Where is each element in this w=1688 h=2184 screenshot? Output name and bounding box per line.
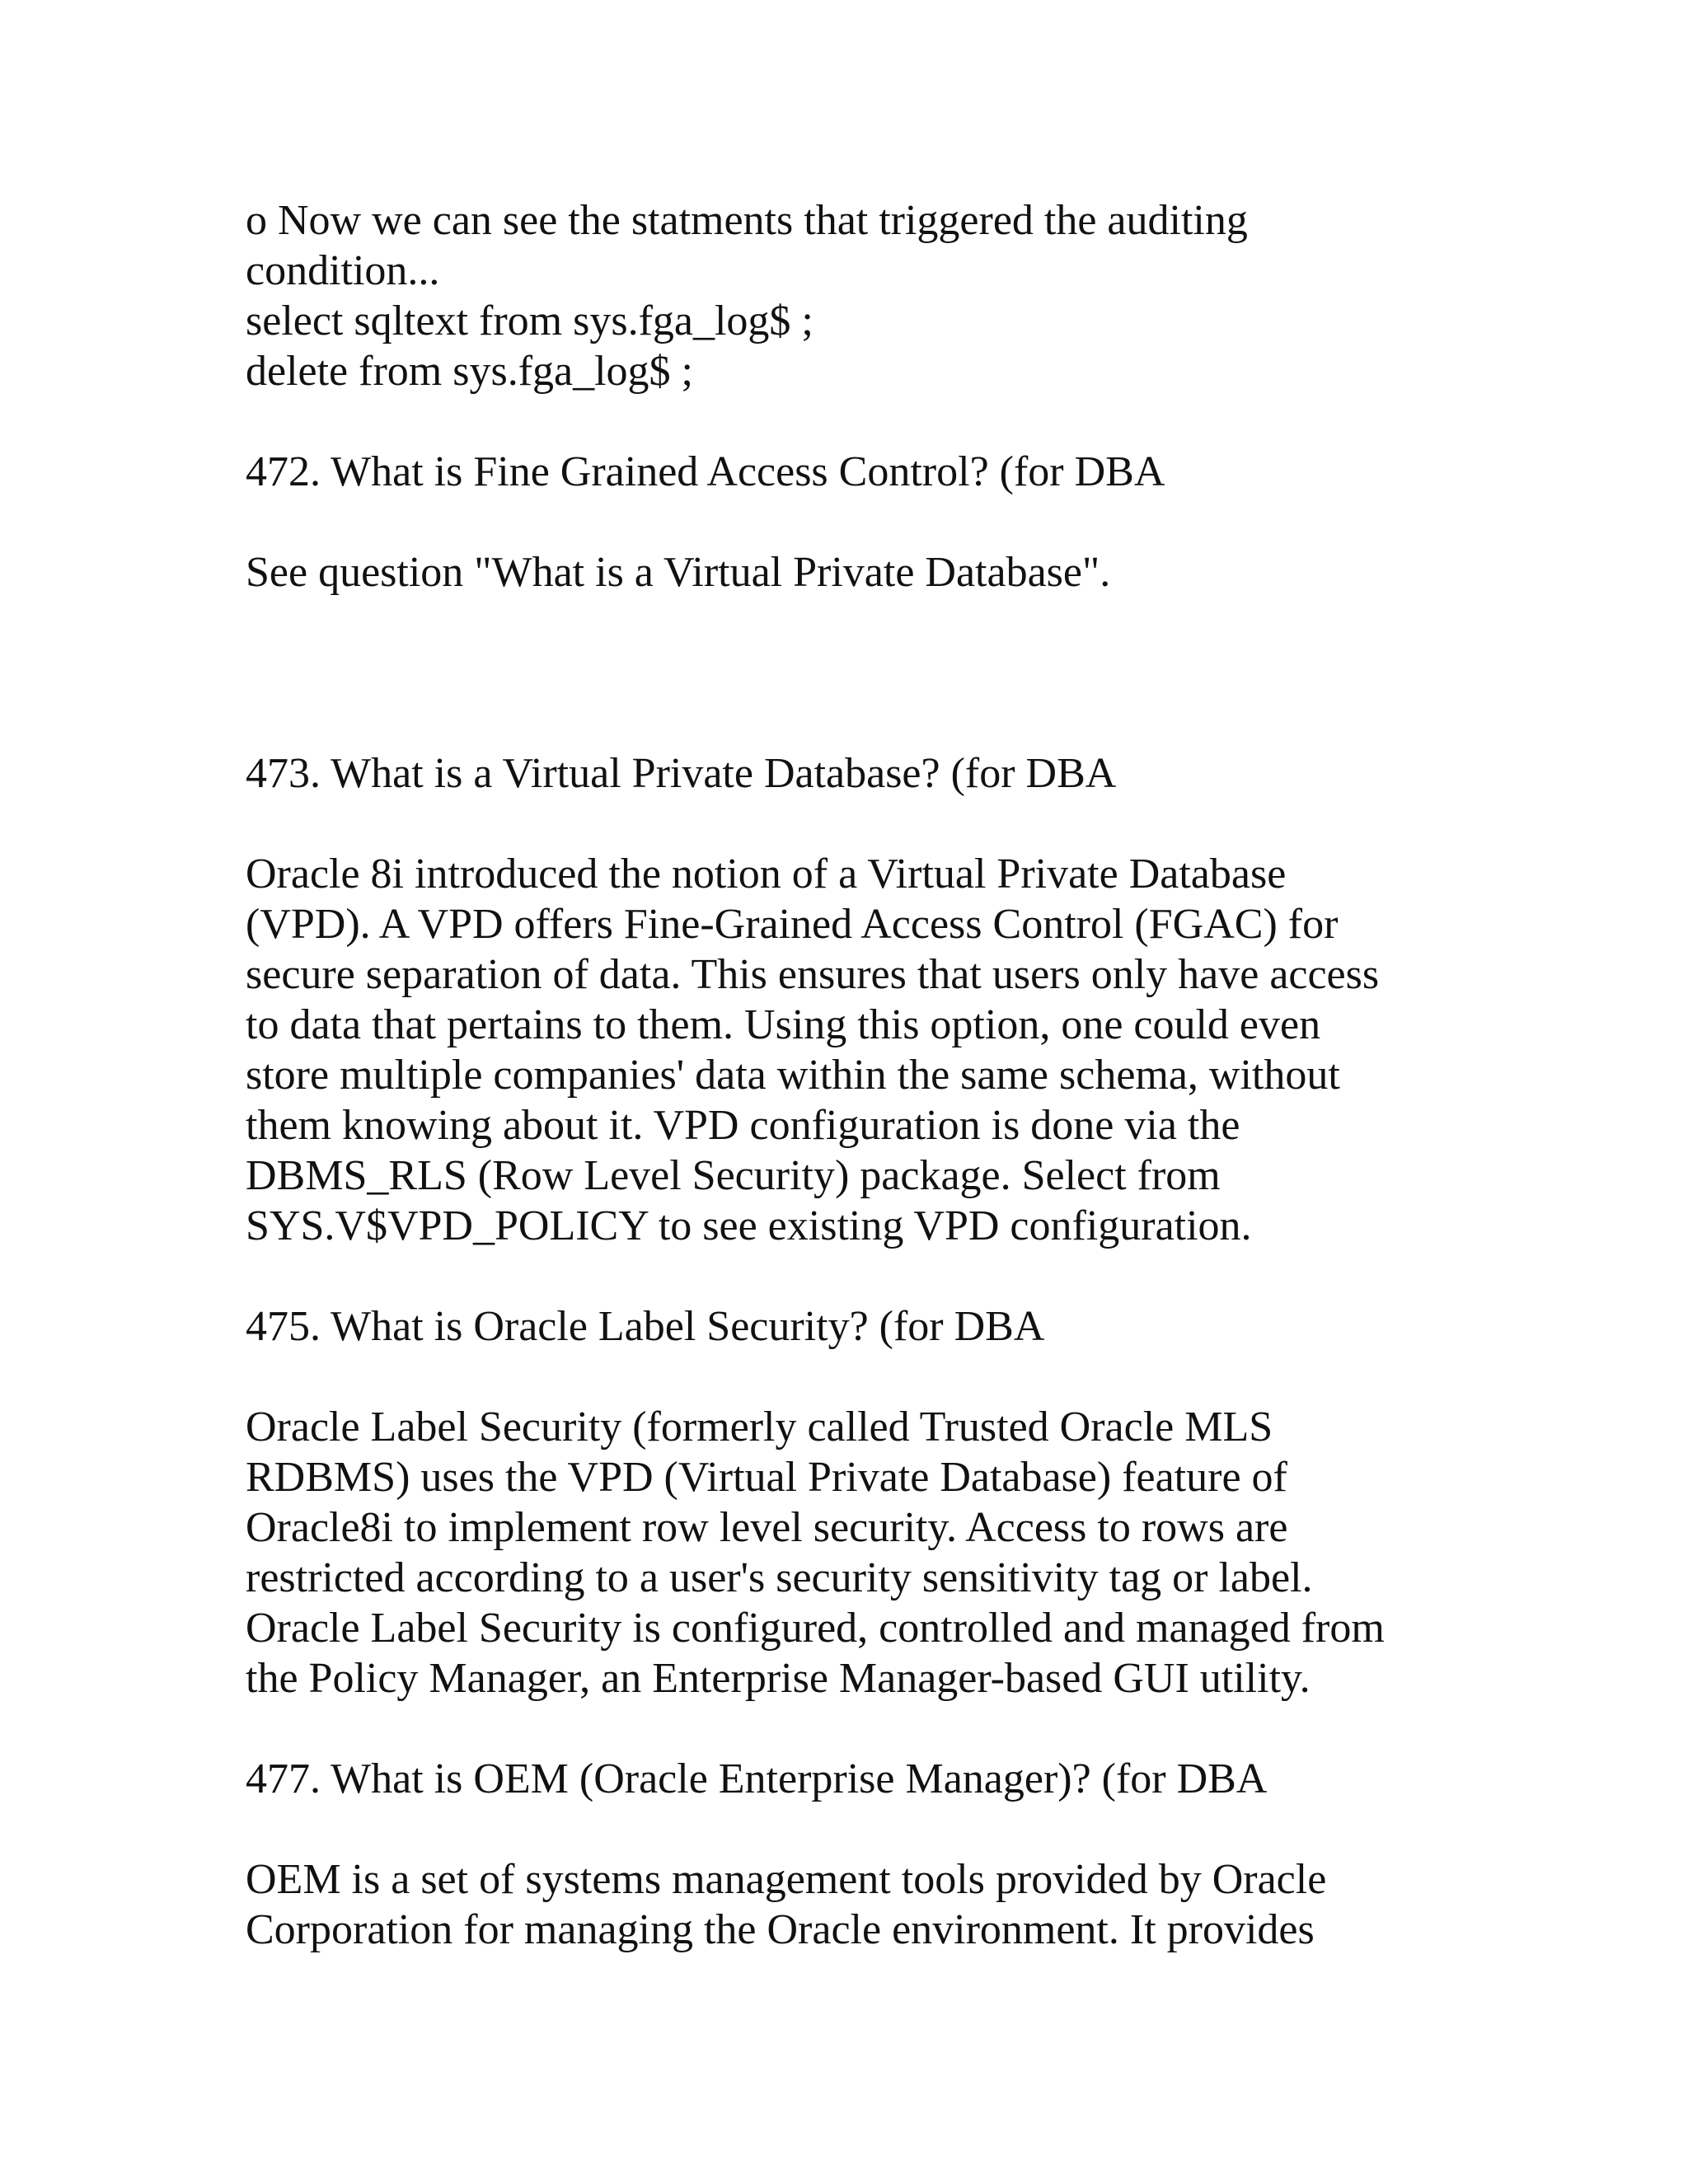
answer-line: OEM is a set of systems management tools provided by Oracle — [246, 1856, 1327, 1903]
code-line: delete from sys.fga_log$ ; — [246, 348, 693, 395]
text-line: o Now we can see the statments that triggered the auditing — [246, 197, 1248, 244]
answer-line: (VPD). A VPD offers Fine-Grained Access Control (FGAC) for — [246, 901, 1339, 948]
spacer — [246, 1804, 1449, 1854]
answer-line: RDBMS) uses the VPD (Virtual Private Database) feature of — [246, 1454, 1287, 1501]
question-475 — [246, 1301, 1449, 1704]
spacer — [246, 1251, 1449, 1301]
spacer — [246, 1704, 1449, 1754]
answer-line: restricted according to a user's security sensitivity tag or label. — [246, 1554, 1313, 1601]
spacer — [246, 497, 1449, 547]
answer-line: DBMS_RLS (Row Level Security) package. Select from — [246, 1152, 1221, 1199]
spacer — [246, 1352, 1449, 1402]
question-heading: 473. What is a Virtual Private Database? (for DBA — [246, 750, 1117, 797]
answer-line: See question "What is a Virtual Private Database". — [246, 549, 1111, 596]
answer-line: Oracle Label Security is configured, controlled and managed from — [246, 1605, 1385, 1652]
document-body — [246, 195, 1449, 1955]
answer-line: secure separation of data. This ensures that users only have access — [246, 951, 1380, 998]
answer-line: to data that pertains to them. Using this option, one could even — [246, 1001, 1321, 1048]
text-line: condition... — [246, 247, 440, 294]
question-heading: 477. What is OEM (Oracle Enterprise Manager)? (for DBA — [246, 1755, 1268, 1802]
answer-line: Corporation for managing the Oracle environment. It provides — [246, 1906, 1315, 1953]
spacer — [246, 598, 1449, 748]
answer-line: Oracle8i to implement row level security. Access to rows are — [246, 1504, 1288, 1551]
question-472 — [246, 447, 1449, 598]
intro-block — [246, 195, 1449, 396]
question-heading: 475. What is Oracle Label Security? (for DBA — [246, 1303, 1045, 1350]
answer-line: Oracle 8i introduced the notion of a Virtual Private Database — [246, 851, 1287, 898]
answer-line: SYS.V$VPD_POLICY to see existing VPD configuration. — [246, 1202, 1252, 1249]
answer-line: them knowing about it. VPD configuration is done via the — [246, 1102, 1240, 1149]
answer-line: Oracle Label Security (formerly called Trusted Oracle MLS — [246, 1404, 1273, 1451]
question-477 — [246, 1754, 1449, 1955]
spacer — [246, 799, 1449, 849]
answer-line: store multiple companies' data within the same schema, without — [246, 1052, 1340, 1099]
question-heading: 472. What is Fine Grained Access Control? (for DBA — [246, 448, 1165, 495]
spacer — [246, 396, 1449, 447]
question-473 — [246, 748, 1449, 1251]
code-line: select sqltext from sys.fga_log$ ; — [246, 298, 814, 344]
answer-line: the Policy Manager, an Enterprise Manager-based GUI utility. — [246, 1655, 1311, 1702]
